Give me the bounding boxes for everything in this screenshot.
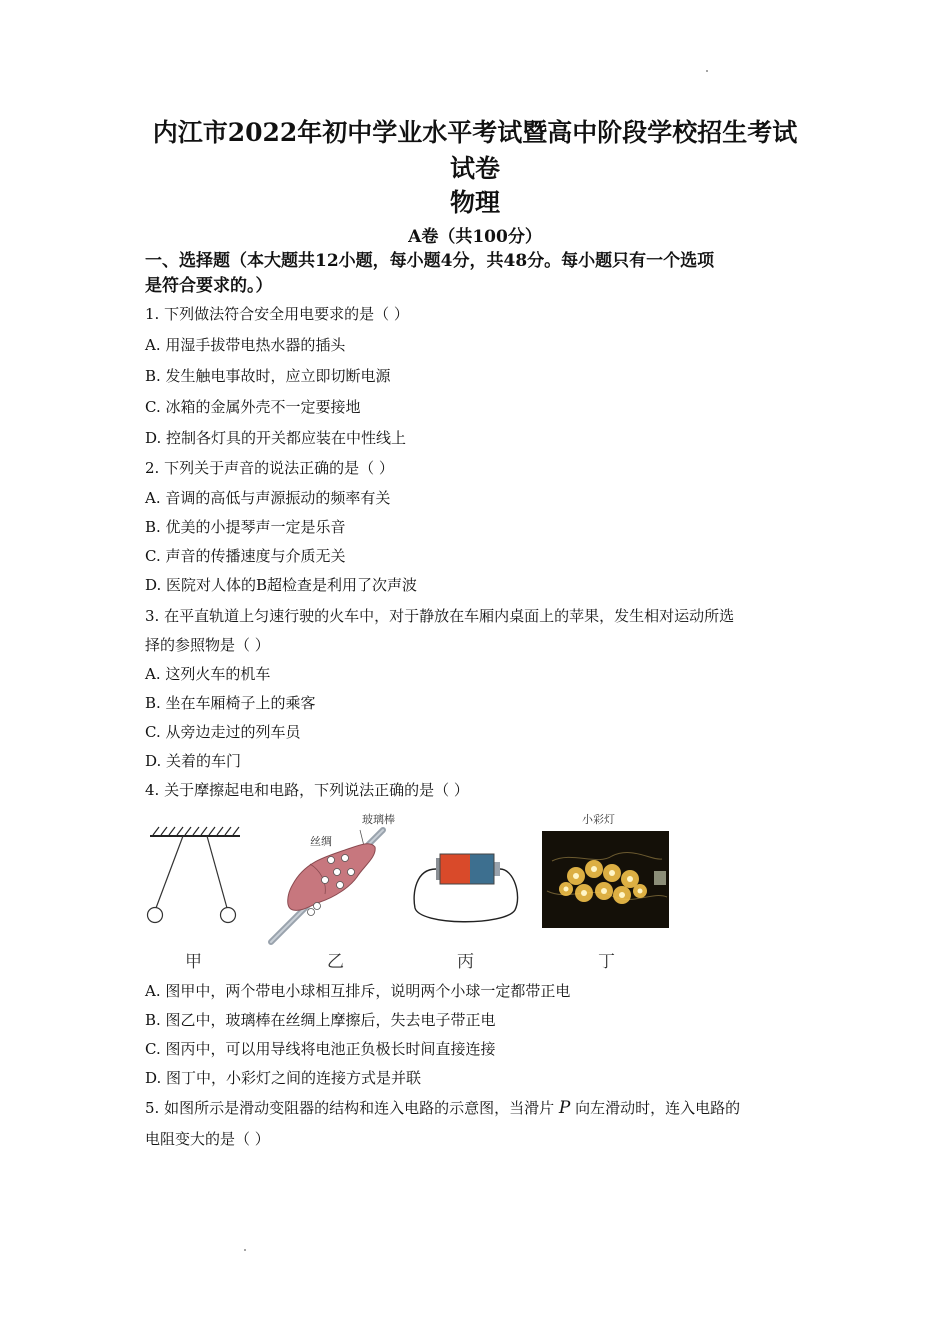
question-1-option-b: B. 发生触电事故时，应立即切断电源 [145,367,391,385]
exam-title-line1: 内江市2022年初中学业水平考试暨高中阶段学校招生考试 [152,118,798,147]
figure-label-ding: 丁 [598,952,615,972]
question-3-stem-line1: 3. 在平直轨道上匀速行驶的火车中，对于静放在车厢内桌面上的苹果，发生相对运动所选 [145,607,735,625]
silk-label: 丝绸 [310,835,332,848]
slider-symbol-P: P [558,1098,571,1118]
scan-dot [244,1249,246,1251]
question-3-option-c: C. 从旁边走过的列车员 [145,723,301,741]
question-1-option-d: D. 控制各灯具的开关都应装在中性线上 [145,429,407,447]
figure-yi-glass-rod-silk [265,822,405,947]
question-2-option-d: D. 医院对人体的B超检查是利用了次声波 [145,576,418,594]
question-4-option-b: B. 图乙中，玻璃棒在丝绸上摩擦后，失去电子带正电 [145,1011,496,1029]
question-4-option-d: D. 图丁中，小彩灯之间的连接方式是并联 [145,1069,422,1087]
exam-title-line2: 试卷 [449,154,500,183]
question-3-option-d: D. 关着的车门 [145,752,242,770]
figure-label-jia: 甲 [185,952,202,972]
question-5-stem-line1: 5. 如图所示是滑动变阻器的结构和连入电路的示意图，当滑片 P 向左滑动时，连入电路的 [145,1098,741,1118]
part-title: A卷（共100分） [408,227,542,247]
glass-rod-label: 玻璃棒 [362,813,395,826]
question-3-option-a: A. 这列火车的机车 [145,665,271,683]
figure-jia-pendulums [145,822,245,932]
figure-label-yi: 乙 [327,952,344,972]
question-1-stem: 1. 下列做法符合安全用电要求的是（ ） [145,305,409,323]
figure-bing-battery-circuit [410,848,525,928]
question-1-option-c: C. 冰箱的金属外壳不一定要接地 [145,398,361,416]
question-3-option-b: B. 坐在车厢椅子上的乘客 [145,694,316,712]
question-2-option-b: B. 优美的小提琴声一定是乐音 [145,518,346,536]
lights-label: 小彩灯 [582,813,615,826]
subject-title: 物理 [449,188,500,217]
question-3-stem-line2: 择的参照物是（ ） [145,636,270,654]
figure-ding-string-lights-photo [542,831,669,928]
question-4-option-c: C. 图丙中，可以用导线将电池正负极长时间直接连接 [145,1040,496,1058]
question-2-stem: 2. 下列关于声音的说法正确的是（ ） [145,459,394,477]
question-5-stem-line2: 电阻变大的是（ ） [145,1130,270,1148]
question-2-option-c: C. 声音的传播速度与介质无关 [145,547,346,565]
scan-dot [706,70,708,72]
question-4-option-a: A. 图甲中，两个带电小球相互排斥，说明两个小球一定都带正电 [145,982,571,1000]
question-1-option-a: A. 用湿手拔带电热水器的插头 [145,336,346,354]
question-2-option-a: A. 音调的高低与声源振动的频率有关 [145,489,391,507]
question-4-stem: 4. 关于摩擦起电和电路，下列说法正确的是（ ） [145,781,469,799]
section-heading: 一、选择题（本大题共12小题，每小题4分，共48分。每小题只有一个选项 是符合要求的。） [145,251,715,296]
figure-label-bing: 丙 [457,952,474,972]
